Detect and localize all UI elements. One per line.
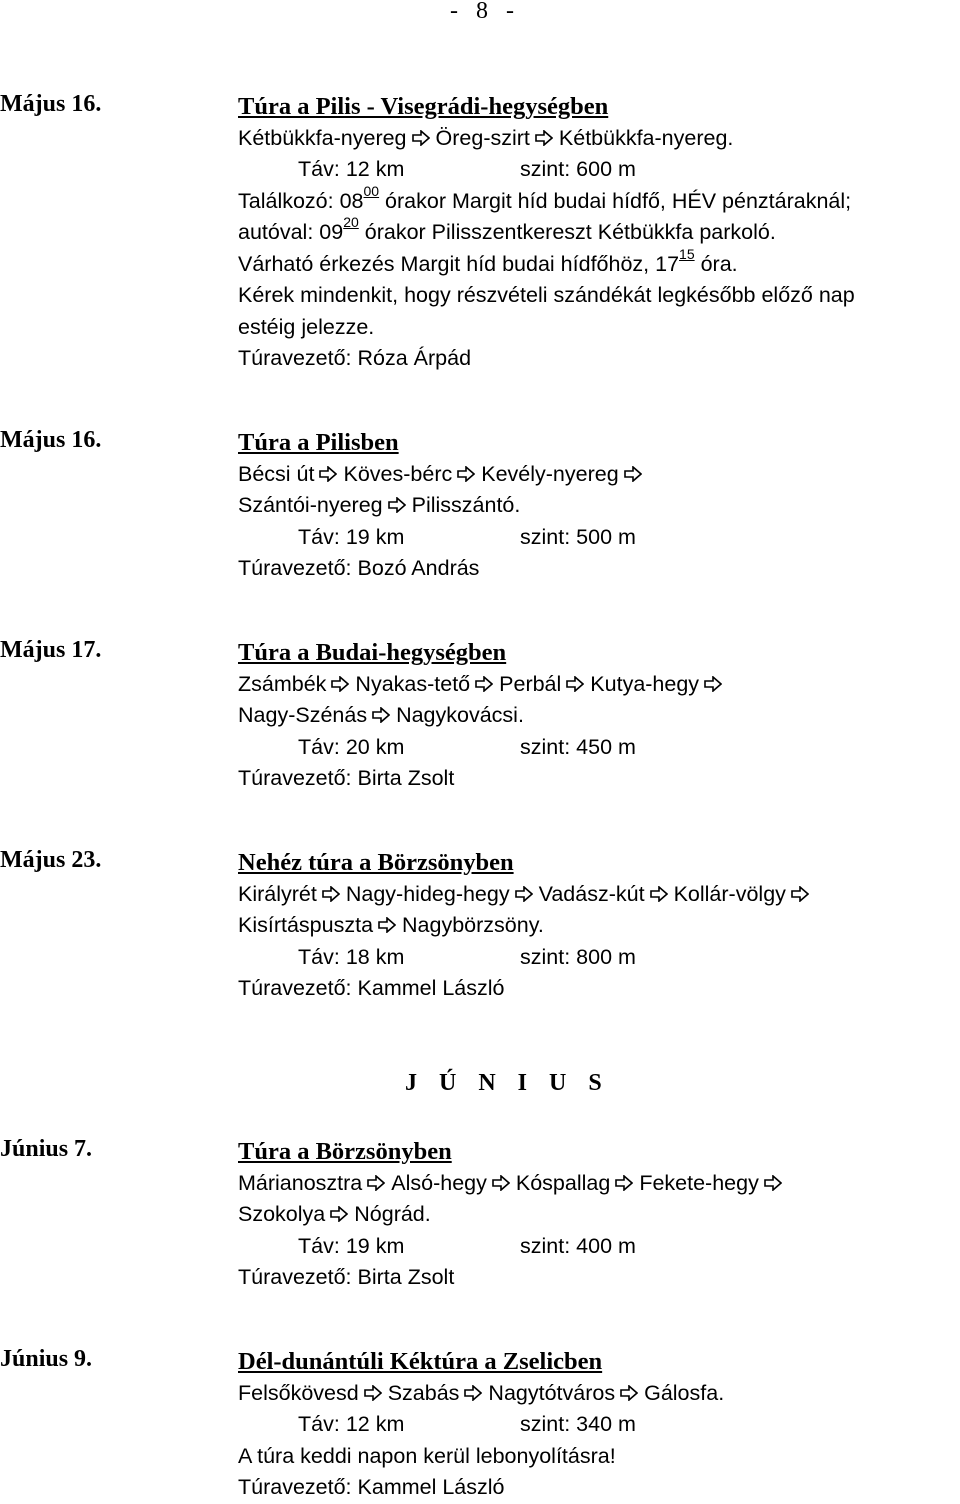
distance-value: 20 km — [345, 734, 405, 759]
tour-title: Túra a Börzsönyben — [238, 1138, 452, 1165]
tour-leader: Túravezető: Bozó András — [238, 556, 480, 580]
route-point: Nagybörzsöny. — [402, 913, 544, 937]
distance-value: 19 km — [345, 524, 405, 549]
hollow-right-arrow-icon — [412, 130, 430, 146]
tour-note: A túra keddi napon kerül lebonyolításra! — [238, 1443, 616, 1468]
hollow-right-arrow-icon — [364, 1385, 382, 1401]
route-point: Felsőkövesd — [238, 1380, 359, 1405]
tour-date: Május 16. — [0, 427, 102, 453]
hollow-right-arrow-icon — [319, 466, 337, 482]
route-point: Pilisszántó. — [411, 493, 521, 517]
distance-value: 18 km — [345, 944, 405, 969]
tour-body — [238, 1346, 960, 1504]
tour-body — [238, 91, 960, 375]
hollow-right-arrow-icon — [650, 886, 668, 902]
hollow-right-arrow-icon — [566, 676, 584, 692]
hollow-right-arrow-icon — [464, 1385, 482, 1401]
route-point: Zsámbék — [238, 671, 327, 696]
tour-body — [238, 427, 960, 585]
month-heading: J Ú N I U S — [405, 1070, 610, 1096]
hollow-right-arrow-icon — [704, 676, 722, 692]
tour-leader: Túravezető: Róza Árpád — [238, 346, 472, 370]
tour-distance-line: Táv: 19 km szint: 400 m — [298, 1233, 636, 1258]
hollow-right-arrow-icon — [620, 1385, 638, 1401]
hollow-right-arrow-icon — [330, 1206, 348, 1222]
tour-body — [238, 637, 960, 795]
route-point: Márianosztra — [238, 1170, 363, 1195]
tour-route — [238, 1199, 960, 1231]
tour-date: Május 16. — [0, 91, 102, 117]
tour-date: Június 9. — [0, 1346, 93, 1372]
hollow-right-arrow-icon — [367, 1175, 385, 1191]
elevation-value: 600 m — [576, 157, 636, 181]
car-info: autóval: $09^{20}$ órakor Pilisszentkereszt Kétbükkfa parkoló. — [238, 214, 776, 244]
tour-leader: Túravezető: Kammel László — [238, 976, 505, 1000]
hollow-right-arrow-icon — [764, 1175, 782, 1191]
route-point: Öreg-szirt — [435, 125, 530, 150]
hollow-right-arrow-icon — [322, 886, 340, 902]
route-point: Nagykovácsi. — [396, 703, 524, 727]
hollow-right-arrow-icon — [615, 1175, 633, 1191]
page-number: - 8 - — [450, 0, 520, 24]
route-point: Királyrét — [238, 881, 317, 906]
route-point: Bécsi út — [238, 461, 315, 486]
tour-route — [238, 1168, 960, 1200]
hollow-right-arrow-icon — [475, 676, 493, 692]
hollow-right-arrow-icon — [624, 466, 642, 482]
hollow-right-arrow-icon — [535, 130, 553, 146]
hollow-right-arrow-icon — [515, 886, 533, 902]
route-point: Nagytótváros — [488, 1380, 616, 1405]
tour-leader: Túravezető: Birta Zsolt — [238, 1265, 455, 1289]
route-point: Kétbükkfa-nyereg. — [558, 125, 734, 150]
arrival-info: Várható érkezés Margit híd budai hídfőhöz, $17^{15}$ óra. — [238, 245, 738, 276]
tour-title: Nehéz túra a Börzsönyben — [238, 849, 514, 876]
route-point: Kisírtáspuszta — [238, 913, 374, 937]
route-point: Gálosfa. — [644, 1380, 725, 1405]
route-point: Nagy-hideg-hegy — [345, 881, 510, 906]
tour-route — [238, 459, 960, 491]
elevation-value: 500 m — [576, 524, 636, 549]
tour-distance-line: Táv: 20 km szint: 450 m — [298, 734, 636, 759]
tour-route — [238, 669, 960, 701]
elevation-value: 340 m — [576, 1412, 636, 1436]
tour-route — [238, 490, 960, 522]
note-line: estéig jelezze. — [238, 314, 375, 339]
hollow-right-arrow-icon — [372, 707, 390, 723]
tour-route — [238, 910, 960, 942]
note-line: Kérek mindenkit, hogy részvételi szándékát legkésőbb előző nap — [238, 283, 855, 307]
route-point: Kutya-hegy — [590, 671, 700, 696]
tour-body — [238, 1136, 960, 1294]
route-point: Perbál — [499, 671, 562, 696]
hollow-right-arrow-icon — [388, 497, 406, 513]
tour-body — [238, 847, 960, 1005]
tour-leader: Túravezető: Kammel László — [238, 1475, 505, 1499]
elevation-value: 450 m — [576, 734, 636, 759]
tour-title: Túra a Budai-hegységben — [238, 639, 507, 666]
route-point: Kevély-nyereg — [481, 461, 619, 486]
route-point: Nagy-Szénás — [238, 703, 368, 727]
route-point: Fekete-hegy — [639, 1170, 759, 1195]
route-point: Szabás — [387, 1380, 460, 1405]
meeting-info: Találkozó: $08^{00}$ órakor Margit híd budai hídfő, HÉV pénztáraknál; — [238, 182, 852, 213]
hollow-right-arrow-icon — [791, 886, 809, 902]
hollow-right-arrow-icon — [331, 676, 349, 692]
route-point: Szántói-nyereg — [238, 493, 383, 517]
tour-distance-line: Táv: 19 km szint: 500 m — [298, 524, 636, 549]
tour-title: Túra a Pilis - Visegrádi-hegységben — [238, 93, 609, 120]
tour-date: Május 17. — [0, 637, 102, 663]
tour-title: Túra a Pilisben — [238, 429, 399, 456]
route-point: Kollár-völgy — [673, 881, 786, 906]
hollow-right-arrow-icon — [457, 466, 475, 482]
hollow-right-arrow-icon — [378, 917, 396, 933]
tour-route — [238, 123, 960, 155]
route-point: Szokolya — [238, 1202, 326, 1226]
tour-leader: Túravezető: Birta Zsolt — [238, 766, 455, 790]
distance-value: 12 km — [345, 1412, 405, 1436]
tour-distance-line: Táv: 12 km szint: 600 m — [298, 157, 636, 181]
tour-date: Május 23. — [0, 847, 102, 873]
tour-route — [238, 879, 960, 911]
route-point: Kóspallag — [515, 1170, 611, 1195]
route-point: Köves-bérc — [343, 461, 453, 486]
distance-value: 19 km — [345, 1233, 405, 1258]
tour-title: Dél-dunántúli Kéktúra a Zselicben — [238, 1348, 603, 1375]
tour-date: Június 7. — [0, 1136, 93, 1162]
distance-value: 12 km — [345, 157, 405, 181]
hollow-right-arrow-icon — [492, 1175, 510, 1191]
route-point: Vadász-kút — [538, 881, 645, 906]
route-point: Kétbükkfa-nyereg — [238, 125, 407, 150]
tour-distance-line: Táv: 18 km szint: 800 m — [298, 944, 636, 969]
tour-route — [238, 700, 960, 732]
elevation-value: 400 m — [576, 1233, 636, 1258]
elevation-value: 800 m — [576, 944, 636, 969]
tour-route — [238, 1378, 960, 1410]
route-point: Alsó-hegy — [391, 1170, 487, 1195]
route-point: Nógrád. — [354, 1202, 431, 1226]
tour-distance-line: Táv: 12 km szint: 340 m — [298, 1412, 636, 1436]
route-point: Nyakas-tető — [355, 671, 471, 696]
